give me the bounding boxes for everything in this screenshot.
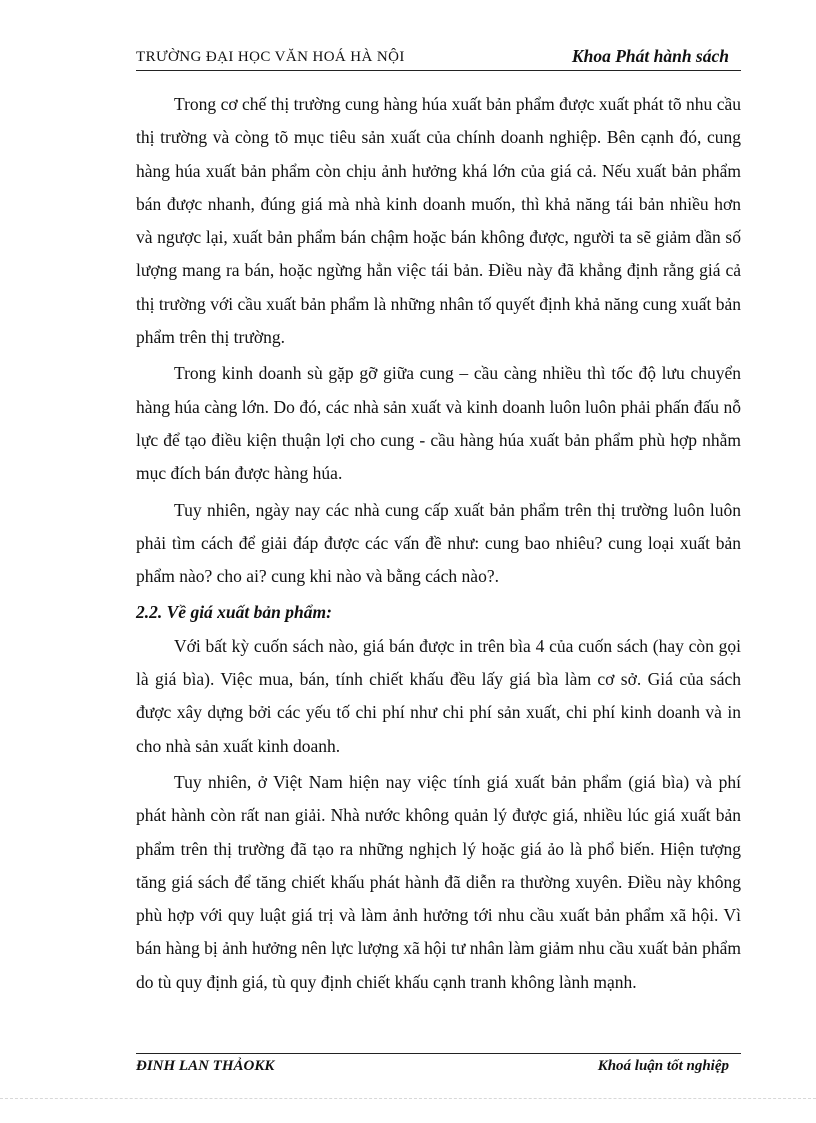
- page-boundary: [0, 1098, 816, 1099]
- header-faculty: Khoa Phát hành sách: [571, 46, 729, 66]
- page-footer: [136, 1053, 741, 1078]
- page-header: [136, 48, 741, 71]
- paragraph-5: Tuy nhiên, ở Việt Nam hiện nay việc tính giá xuất bản phẩm (giá bìa) và phí phát hành còn rất nan giải. Nhà nước không quản lý được giá, nhiều lúc giá xuất bản phẩm trên thị trường đã tạo ra những nghịch lý hoặc giá ảo là phổ biến. Hiện tượng tăng giá sách để tăng chiết khấu phát hành đã diễn ra thường xuyên. Điều này không phù hợp với quy luật giá trị và làm ảnh hưởng tới nhu cầu xuất bản phẩm xã hội. Vì bán hàng bị ảnh hưởng nên lực lượng xã hội tư nhân làm giảm nhu cầu xuất bản phẩm do tù quy định giá, tù quy định chiết khấu cạnh tranh không lành mạnh.: [136, 771, 741, 992]
- header-university: TRƯỜNG ĐẠI HỌC VĂN HOÁ HÀ NỘI: [136, 49, 405, 65]
- paragraph-3: Tuy nhiên, ngày nay các nhà cung cấp xuất bản phẩm trên thị trường luôn luôn phải tìm cách để giải đáp được các vấn đề như: cung bao nhiêu? cung loại xuất bản phẩm nào? cho ai? cung khi nào và bằng cách nào?.: [136, 499, 741, 587]
- section-heading: 2.2. Về giá xuất bản phẩm:: [136, 602, 332, 623]
- footer-thesis-label: Khoá luận tốt nghiệp: [597, 1058, 729, 1074]
- paragraph-2: Trong kinh doanh sù gặp gỡ giữa cung – cầu càng nhiều thì tốc độ lưu chuyển hàng húa càng lớn. Do đó, các nhà sản xuất và kinh doanh luôn luôn phải phấn đấu nỗ lực để tạo điều kiện thuận lợi cho cung - cầu hàng húa xuất bản phẩm phù hợp nhằm mục đích bán được hàng húa.: [136, 363, 741, 484]
- footer-author: ĐINH LAN THẢOKK: [136, 1058, 275, 1074]
- document-body: [136, 88, 741, 1002]
- paragraph-4: Với bất kỳ cuốn sách nào, giá bán được in trên bìa 4 của cuốn sách (hay còn gọi là giá bìa). Việc mua, bán, tính chiết khấu đều lấy giá bìa làm cơ sở. Giá của sách được xây dựng bởi các yếu tố chi phí như chi phí sản xuất, chi phí kinh doanh và in cho nhà sản xuất kinh doanh.: [136, 635, 741, 756]
- paragraph-1: Trong cơ chế thị trường cung hàng húa xuất bản phẩm được xuất phát tõ nhu cầu thị trường và còng tõ mục tiêu sản xuất của chính doanh nghiệp. Bên cạnh đó, cung hàng húa xuất bản phẩm còn chịu ảnh hưởng khá lớn của giá cả. Nếu xuất bản phẩm bán được nhanh, đúng giá mà nhà kinh doanh muốn, thì khả năng tái bản nhiều hơn và ngược lại, xuất bản phẩm bán chậm hoặc bán không được, người ta sẽ giảm dần số lượng mang ra bán, hoặc ngừng hẳn việc tái bản. Điều này đã khẳng định rằng giá cả thị trường với cầu xuất bản phẩm là những nhân tố quyết định khả năng cung xuất bản phẩm trên thị trường.: [136, 94, 741, 348]
